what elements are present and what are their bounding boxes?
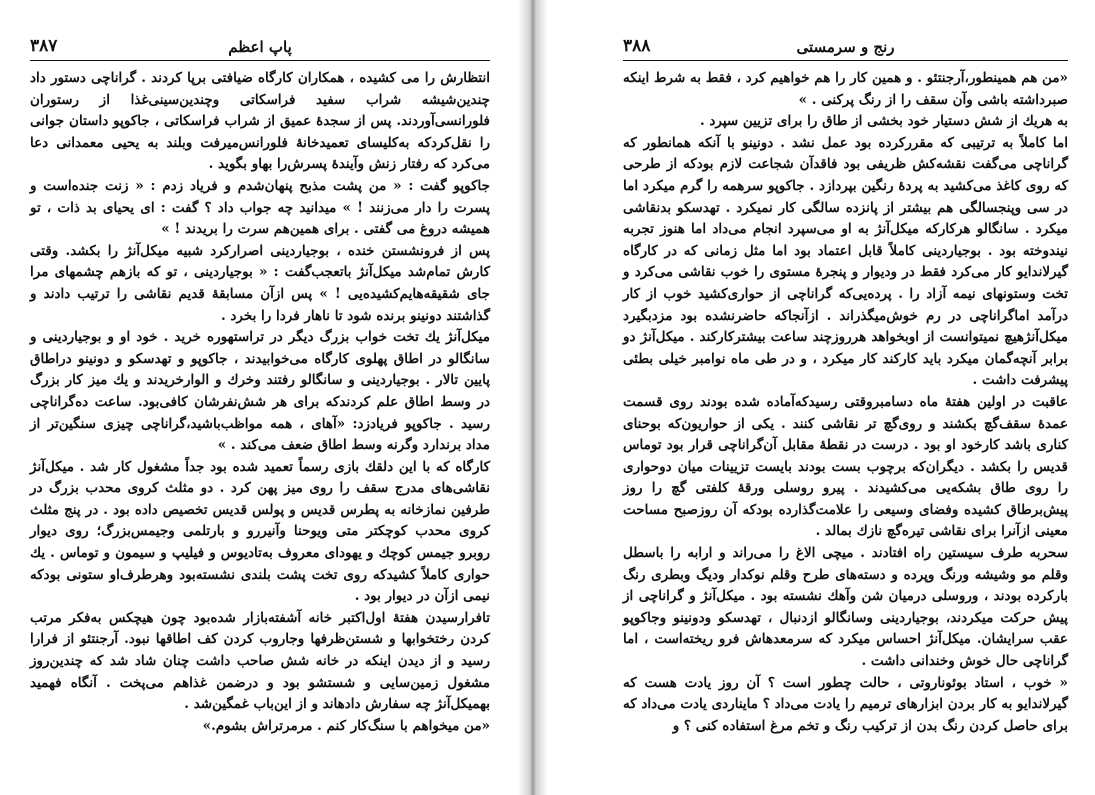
paragraph: «من هم همینطور،آرجنتئو . و همین کار را هم خواهیم کرد ، فقط به شرط اینکه صبرداشته باشی وآن سقف را از رنگ پرکنی . » — [623, 70, 1068, 108]
running-title: پاپ اعظم — [228, 38, 292, 56]
page-number: ۳۸۷ — [30, 36, 58, 56]
paragraph: « خوب ، استاد بوئوناروتی ، حالت چطور است ؟ آن روز یادت هست که گیرلاندایو به کار بردن ابزارهای ترمیم را یادت می‌داد ؟ مایناردی یادت می‌داد که برای حاصل کردن رنگ بدن از ترکیب رنگ و تخم مرغ استفاده کنی ؟ و — [623, 674, 1068, 734]
page-header — [30, 36, 490, 61]
paragraph: «من میخواهم با سنگ‌کار کنم . مرمرتراش بشوم.» — [202, 717, 490, 734]
paragraph: سحربه طرف سیستین راه افتادند . میچی الاغ را می‌راند و ارابه را باسطل وقلم مو وشیشه ورنگ وپرده و دسته‌های طرح وقلم نوکدار ودیگ وبطری رنگ بارکرده بودند ، وروسلی درمیان شن وآهك نشسته بود . میکل‌آنژ و گراناچی از پیش حرکت میکردند، بوجیاردینی وسانگالو ازدنبال ، تهدسکو ودونینو وجاکوپو عقب سرایشان. میکل‌آنژ احساس میکرد که سرمعدهاش فرو ریخته‌است ، اما گراناچی حال خوش وخندانی داشت . — [623, 545, 1068, 670]
paragraph: تافرارسیدن هفتۀ اول‌اکتبر خانه آشفته‌بازار شده‌بود چون هیچکس به‌فکر مرتب کردن رختخوابها و شستن‌ظرفها وجاروب کردن کف اطاقها نبود. آرجنتئو از فرارا رسید و از دیدن اینکه در خانه شش صاحب داشت چنان شاد شد که چندین‌روز مشغول زمین‌سایی و شستشو بود و درضمن غذاهم می‌پخت . آنگاه فهمید بهمیکل‌آنژ چه سفارش دادهاند و از این‌باب غمگین‌شد . — [30, 609, 490, 713]
paragraph: میکل‌آنژ یك تخت خواب بزرگ دیگر در تراستهوره خرید . خود او و بوجیاردینی و سانگالو در اطاق پهلوی کارگاه می‌خوابیدند ، جاکوپو و تهدسکو و دونینو دراطاق پایین تالار . بوجیاردینی و سانگالو رفتند وخرك و الوارخریدند و یك میز کار بزرگ در وسط اطاق علم کردندکه برای هر شش‌نفرشان کافی‌بود. ساعت ده‌گراناچی رسید . جاکوپو فریادزد: «آهای ، همه مواظب‌باشید،گراناچی چیزی سنگین‌تر از مداد برندارد وگرنه وسط اطاق ضعف می‌کند . » — [30, 329, 490, 454]
paragraph: پس از فرونشستن خنده ، بوجیاردینی اصرارکرد شبیه میکل‌آنژ را بکشد. وقتی کارش تمام‌شد میکل‌آنژ باتعجب‌گفت : « بوجیاردینی ، تو که بازهم چشمهای مرا جای شقیقه‌هایم‌کشیده‌یی ! » پس ازآن مسابقۀ قدیم نقاشی را ترتیب دادند و گذاشتند دونینو برنده شود تا ناهار فردا را بخرد . — [30, 242, 490, 324]
right-page — [548, 0, 1095, 795]
paragraph: عاقبت در اولین هفتۀ ماه دسامبروقتی رسیدکه‌آماده شده بودند روی قسمت عمدۀ سقف‌گچ بکشند و روی‌گچ تر نقاشی کنند . یکی از حواریون‌که بوحنای کناری باشد کارخود او بود . درست در نقطۀ مقابل آن‌گراناچی قرار بود توماس قدیس را بکشد . دیگران‌که برچوب بست بودند بایست تزیینات میان دوحواری را روی طاق بشکه‌یی می‌کشیدند . پیرو روسلی ورقۀ کلفتی گچ را روز پیش‌برطاق کشیده وفضای وسیعی را علامت‌گذارده بودکه آن روزصبح مساحت معینی ازآنرا برای نقاشی تیره‌گچ نازك بمالد . — [623, 393, 1068, 540]
paragraph: جاکوپو گفت : « من پشت مذبح پنهان‌شدم و فریاد زدم : « زنت جنده‌است و پسرت را دار می‌زنند ! » میدانید چه جواب داد ؟ گفت : ای یحیای بد ذات ، تو همیشه دروغ می گفتی . برای همین‌هم سرت را بریدند ! » — [30, 177, 490, 238]
paragraph: به هریك از شش دستیار خود بخشی از طاق را برای تزیین سپرد . — [699, 113, 1068, 130]
paragraph: کارگاه که با این دلقك بازی رسماً تعمید شده بود جداً مشغول کار شد . میکل‌آنژ نقاشی‌های مدرج سقف را روی میز پهن کرد . دو مثلث کروی محدب بزرگ در طرفین نمازخانه به پطرس قدیس و پولس قدیس تخصیص داده بود . در پنج مثلث کروی محدب کوچکتر متی ویوحنا وآنیررو و بارتلمی وجیمس‌بزرگ؛ روی دیوار روبرو جیمس کوچك و یهودای معروف به‌تادیوس و فیلیپ و سیمون و توماس . یك حواری کاملاً کشیدکه روی تخت پشت بلندی نشسته‌بود وهرطرف‌او ستونی بودکه نیمی ازآن در دیوار بود . — [30, 458, 490, 605]
page-header — [623, 36, 1068, 61]
page-number: ۳۸۸ — [623, 36, 651, 56]
book-gutter — [518, 0, 548, 795]
paragraph: انتظارش را می کشیده ، همکاران کارگاه ضیافتی برپا کردند . گراناچی دستور داد چندین‌شیشه شراب سفید فراسکاتی وچندین‌سینی‌غذا از رستوران فلورانسی‌آوردند. پس از سجدۀ عمیق از شراب فراسکاتی ، جاکوپو داستان جوانی را نقل‌کردکه به‌کلیسای تعمیدخانۀ فلورانس‌میرفت وبلند به یحیی معمدانی دعا می‌کرد که رفتار زنش وآیندۀ پسرش‌را بهاو بگوید . — [30, 70, 490, 173]
paragraph: اما کاملاً به ترتیبی که مقررکرده بود عمل نشد . دونینو با آنکه همانطور که گراناچی می‌گفت نقشه‌کش ظریفی بود فاقدآن شجاعت لازم بودکه از طرحی که روی کاغذ می‌کشید به پردۀ رنگین بپردازد . جاکوپو سرهمه را گرم میکرد اما در سی وپنجسالگی هم بیشتر از پانزده سالگی کار نمیکرد . تهدسکو بدنقاشی میکرد . سانگالو هرکارکه میکل‌آنژ به او می‌سپرد انجام می‌داد اما هنوز تجربه نیندوخته بود . بوجیاردینی کاملاً قابل اعتماد بود اما مثل زمانی که در کارگاه گیرلاندایو کار می‌کرد فقط در ودیوار و پنجرۀ مستوی را خوب نقاشی می‌کرد و تخت وستونهای نیمه آزاد را . پرده‌یی‌که گراناچی از حواری‌کشید خوب از کار درآمد اماگراناچی در رم خوش‌میگذراند . ازآنجاکه حاضرنشده بود مزدبگیرد میکل‌آنژهیچ نمیتوانست از اوبخواهد هرروزچند ساعت بیشترکارکند . میکل‌آنژ دو برابر آنچه‌گمان میکرد باید کارکند کار میکرد ، و در طی ماه نوامبر خیلی بطئی پیشرفت داشت . — [623, 134, 1068, 389]
left-page — [0, 0, 518, 795]
running-title: رنج و سرمستی — [796, 38, 895, 56]
page-body — [623, 68, 1068, 737]
page-body — [30, 68, 490, 737]
